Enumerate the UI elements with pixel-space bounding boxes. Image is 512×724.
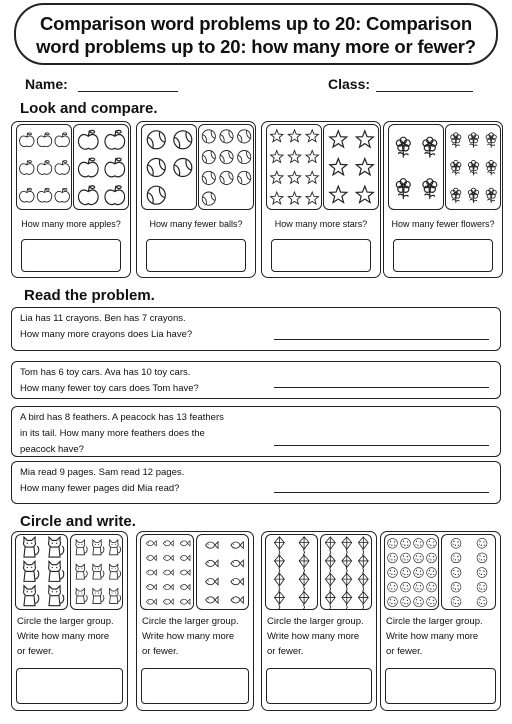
cookie-icon	[477, 568, 487, 578]
instruction-line: or fewer.	[142, 646, 179, 657]
kite-icon	[299, 555, 309, 575]
star-icon	[306, 192, 318, 204]
fish-icon	[205, 542, 217, 549]
star-icon	[271, 192, 283, 204]
cat-icon	[109, 564, 120, 579]
problem-line: How many more crayons does Lia have?	[20, 329, 193, 340]
problem-line: How many fewer toy cars does Tom have?	[20, 383, 199, 394]
section-look-heading: Look and compare.	[20, 100, 158, 117]
kite-icon	[274, 555, 284, 575]
ball-icon	[220, 171, 233, 184]
flower-icon	[486, 188, 496, 203]
ball-icon	[174, 131, 192, 149]
kite-icon	[325, 592, 335, 609]
cookie-icon	[451, 597, 461, 607]
kite-icon	[325, 573, 335, 593]
kite-icon	[341, 537, 351, 557]
picture-panel	[196, 534, 250, 610]
flower-icon	[423, 137, 437, 157]
fish-icon	[230, 542, 242, 549]
cat-icon	[76, 540, 87, 555]
cat-icon	[24, 561, 39, 581]
fish-icon	[163, 555, 173, 560]
star-icon	[271, 171, 283, 183]
fish-icon	[230, 597, 242, 604]
cookie-icon	[414, 553, 424, 563]
picture-panel	[140, 534, 194, 610]
fish-icon	[163, 584, 173, 589]
fish-icon	[146, 584, 156, 589]
cookie-icon	[401, 597, 411, 607]
kite-icon	[274, 573, 284, 593]
kite-icon	[299, 537, 309, 557]
cookie-icon	[477, 597, 487, 607]
kite-icon	[358, 537, 368, 557]
cat-icon	[109, 540, 120, 555]
look-question: How many fewer balls?	[149, 219, 243, 229]
cookie-icon	[477, 553, 487, 563]
name-label: Name:	[25, 76, 68, 92]
apple-icon	[37, 133, 51, 147]
section-read-heading: Read the problem.	[24, 287, 155, 304]
answer-box[interactable]	[21, 239, 121, 272]
picture-panel	[384, 534, 439, 610]
ball-icon	[220, 130, 233, 143]
flower-icon	[396, 137, 410, 157]
circle-instructions	[17, 614, 126, 659]
fish-icon	[146, 599, 156, 604]
instruction-line: or fewer.	[386, 646, 423, 657]
picture-panel	[441, 534, 496, 610]
cookie-icon	[388, 553, 398, 563]
cookie-icon	[401, 538, 411, 548]
flower-icon	[468, 133, 478, 148]
answer-line[interactable]	[274, 445, 489, 446]
kite-icon	[325, 555, 335, 575]
answer-line[interactable]	[274, 387, 489, 388]
flower-icon	[396, 179, 410, 199]
apple-icon	[20, 160, 34, 174]
picture-panel	[445, 124, 501, 210]
apple-icon	[78, 158, 98, 177]
ball-icon	[147, 131, 165, 149]
answer-line[interactable]	[274, 492, 489, 493]
ball-icon	[147, 186, 165, 204]
fish-icon	[205, 597, 217, 604]
fish-icon	[230, 578, 242, 585]
cat-icon	[49, 561, 64, 581]
instruction-line: Circle the larger group.	[267, 616, 364, 627]
section-circle-heading: Circle and write.	[20, 513, 136, 530]
instruction-line: Write how many more	[142, 631, 235, 642]
problem-line: Mia read 9 pages. Sam read 12 pages.	[20, 467, 185, 478]
look-question: How many more apples?	[21, 219, 121, 229]
problem-line: in its tail. How many more feathers does the	[20, 428, 205, 439]
class-line[interactable]	[376, 91, 473, 92]
picture-panel	[70, 534, 123, 610]
cat-icon	[93, 564, 104, 579]
ball-icon	[147, 159, 165, 177]
star-icon	[330, 159, 347, 175]
problem-line: A bird has 8 feathers. A peacock has 13 feathers	[20, 412, 224, 423]
flower-icon	[451, 188, 461, 203]
ball-icon	[202, 192, 215, 205]
answer-box[interactable]	[271, 239, 371, 272]
instruction-line: or fewer.	[17, 646, 54, 657]
cookie-icon	[414, 568, 424, 578]
cookie-icon	[401, 553, 411, 563]
apple-icon	[55, 160, 69, 174]
cookie-icon	[388, 582, 398, 592]
cookie-icon	[401, 568, 411, 578]
picture-panel	[323, 124, 379, 210]
class-label: Class:	[328, 76, 371, 92]
star-icon	[330, 186, 347, 202]
star-icon	[356, 131, 373, 147]
ball-icon	[174, 159, 192, 177]
apple-icon	[20, 188, 34, 202]
cookie-icon	[414, 582, 424, 592]
picture-panel	[388, 124, 444, 210]
ball-icon	[238, 151, 251, 164]
answer-box[interactable]	[141, 668, 249, 704]
cat-icon	[24, 586, 39, 606]
star-icon	[330, 131, 347, 147]
fish-icon	[146, 555, 156, 560]
cat-icon	[49, 537, 64, 557]
kite-icon	[341, 573, 351, 593]
apple-icon	[105, 186, 125, 205]
instruction-line: Write how many more	[17, 631, 110, 642]
fish-icon	[230, 560, 242, 567]
star-icon	[288, 192, 300, 204]
apple-icon	[37, 160, 51, 174]
flower-icon	[451, 133, 461, 148]
cat-icon	[76, 564, 87, 579]
flower-icon	[468, 188, 478, 203]
fish-icon	[205, 560, 217, 567]
apple-icon	[78, 130, 98, 149]
answer-line[interactable]	[274, 339, 489, 340]
ball-icon	[238, 171, 251, 184]
fish-icon	[146, 570, 156, 575]
worksheet-title: Comparison word problems up to 20: Comparison word problems up to 20: how many more or fewer?	[14, 3, 498, 65]
cookie-icon	[388, 568, 398, 578]
picture-panel	[198, 124, 254, 210]
cookie-icon	[427, 582, 437, 592]
kite-icon	[274, 592, 284, 609]
kite-icon	[299, 573, 309, 593]
kite-icon	[358, 592, 368, 609]
look-question: How many more stars?	[274, 219, 368, 229]
fish-icon	[180, 599, 190, 604]
problem-line: Tom has 6 toy cars. Ava has 10 toy cars.	[20, 367, 191, 378]
problem-card	[11, 307, 501, 351]
cookie-icon	[427, 568, 437, 578]
cookie-icon	[451, 568, 461, 578]
ball-icon	[202, 171, 215, 184]
star-icon	[356, 186, 373, 202]
instruction-line: Circle the larger group.	[142, 616, 239, 627]
fish-icon	[205, 578, 217, 585]
fish-icon	[180, 541, 190, 546]
fish-icon	[180, 570, 190, 575]
fish-icon	[163, 541, 173, 546]
fish-icon	[180, 584, 190, 589]
cookie-icon	[451, 538, 461, 548]
cat-icon	[93, 589, 104, 604]
kite-icon	[299, 592, 309, 609]
cat-icon	[109, 589, 120, 604]
flower-icon	[468, 160, 478, 175]
cookie-icon	[451, 553, 461, 563]
cookie-icon	[427, 553, 437, 563]
cookie-icon	[477, 538, 487, 548]
flower-icon	[423, 179, 437, 199]
apple-icon	[20, 133, 34, 147]
ball-icon	[220, 151, 233, 164]
cat-icon	[24, 537, 39, 557]
flower-icon	[451, 160, 461, 175]
instruction-line: or fewer.	[267, 646, 304, 657]
picture-panel	[265, 534, 318, 610]
problem-card	[11, 406, 501, 457]
apple-icon	[105, 158, 125, 177]
fish-icon	[146, 541, 156, 546]
kite-icon	[325, 537, 335, 557]
star-icon	[271, 130, 283, 142]
name-line[interactable]	[78, 91, 178, 92]
cat-icon	[49, 586, 64, 606]
answer-box[interactable]	[266, 668, 372, 704]
circle-instructions	[142, 614, 252, 659]
cookie-icon	[388, 597, 398, 607]
kite-icon	[341, 592, 351, 609]
problem-line: How many fewer pages did Mia read?	[20, 483, 180, 494]
fish-icon	[163, 570, 173, 575]
apple-icon	[55, 133, 69, 147]
instruction-line: Write how many more	[267, 631, 360, 642]
problem-card	[11, 461, 501, 504]
answer-box[interactable]	[146, 239, 246, 272]
apple-icon	[78, 186, 98, 205]
star-icon	[306, 130, 318, 142]
cookie-icon	[451, 582, 461, 592]
cookie-icon	[477, 582, 487, 592]
ball-icon	[202, 130, 215, 143]
picture-panel	[266, 124, 322, 210]
ball-icon	[202, 151, 215, 164]
picture-panel	[141, 124, 197, 210]
star-icon	[306, 151, 318, 163]
star-icon	[288, 151, 300, 163]
cookie-icon	[414, 538, 424, 548]
picture-panel	[320, 534, 373, 610]
instruction-line: Write how many more	[386, 631, 479, 642]
cat-icon	[93, 540, 104, 555]
kite-icon	[358, 555, 368, 575]
instruction-line: Circle the larger group.	[17, 616, 114, 627]
cookie-icon	[401, 582, 411, 592]
problem-card	[11, 361, 501, 399]
fish-icon	[180, 555, 190, 560]
apple-icon	[37, 188, 51, 202]
answer-box[interactable]	[393, 239, 493, 272]
circle-instructions	[386, 614, 499, 659]
picture-panel	[16, 124, 72, 210]
star-icon	[271, 151, 283, 163]
flower-icon	[486, 160, 496, 175]
flower-icon	[486, 133, 496, 148]
kite-icon	[358, 573, 368, 593]
answer-box[interactable]	[16, 668, 123, 704]
star-icon	[356, 159, 373, 175]
cookie-icon	[427, 597, 437, 607]
cookie-icon	[414, 597, 424, 607]
ball-icon	[238, 130, 251, 143]
cookie-icon	[388, 538, 398, 548]
cookie-icon	[427, 538, 437, 548]
problem-line: peacock have?	[20, 444, 84, 455]
apple-icon	[105, 130, 125, 149]
star-icon	[288, 130, 300, 142]
star-icon	[288, 171, 300, 183]
answer-box[interactable]	[385, 668, 496, 704]
picture-panel	[15, 534, 68, 610]
kite-icon	[274, 537, 284, 557]
picture-panel	[73, 124, 129, 210]
fish-icon	[163, 599, 173, 604]
instruction-line: Circle the larger group.	[386, 616, 483, 627]
apple-icon	[55, 188, 69, 202]
problem-line: Lia has 11 crayons. Ben has 7 crayons.	[20, 313, 186, 324]
kite-icon	[341, 555, 351, 575]
circle-instructions	[267, 614, 375, 659]
look-question: How many fewer flowers?	[391, 219, 495, 229]
star-icon	[306, 171, 318, 183]
cat-icon	[76, 589, 87, 604]
